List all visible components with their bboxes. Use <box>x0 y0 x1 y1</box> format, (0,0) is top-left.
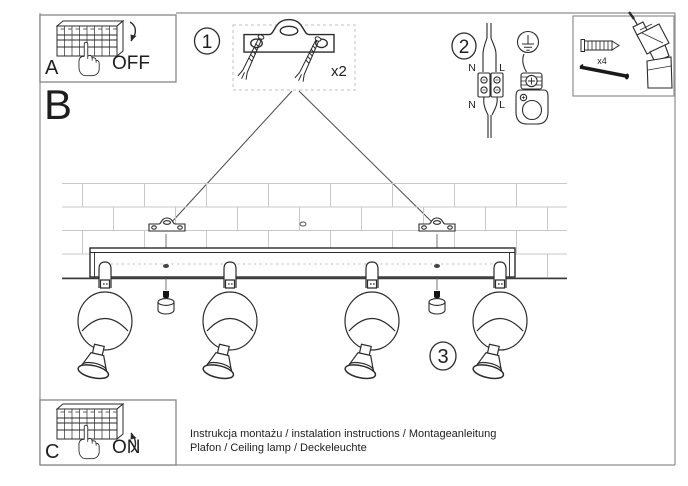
bracket-quantity: x2 <box>331 63 347 80</box>
step-2-number: 2 <box>458 37 470 58</box>
section-c-label: C <box>45 441 60 463</box>
section-b-label: B <box>44 81 73 128</box>
panel-power-off <box>40 15 176 82</box>
lamp-mount <box>494 262 506 288</box>
ground-wire-illustration <box>516 32 548 125</box>
spot-lamps <box>77 262 527 381</box>
tools-box <box>573 12 674 96</box>
wall-plug-icon <box>581 40 619 52</box>
lamp-mount <box>366 262 378 288</box>
footer-product: Plafon / Ceiling lamp / Deckeleuchte <box>190 442 367 454</box>
hardware-quantity: x4 <box>597 56 607 66</box>
lamp-mount <box>99 262 111 288</box>
hanging-bolt-right <box>429 291 445 314</box>
step-3-number: 3 <box>437 346 449 368</box>
spot-lamp-1 <box>77 292 132 381</box>
wire-n-top: N <box>468 62 476 74</box>
footer-instructions: Instrukcja montażu / instalation instructions / Montageanleitung <box>190 428 497 440</box>
hanging-bolt-left <box>158 291 174 314</box>
wire-l-bottom: L <box>499 99 505 111</box>
section-a-label: A <box>45 57 59 79</box>
step-1-number: 1 <box>201 32 213 53</box>
spot-lamp-4 <box>472 292 527 381</box>
wire-l-top: L <box>499 62 505 74</box>
wall-hole <box>300 222 306 226</box>
rail-hole-right <box>434 264 440 268</box>
panel-power-on <box>40 400 176 465</box>
spot-lamp-3 <box>344 292 399 381</box>
spot-lamp-2 <box>202 292 257 381</box>
footer <box>190 428 496 454</box>
wiring-illustration <box>478 23 503 138</box>
rail-hole-left <box>163 264 169 268</box>
switch-off-label: OFF <box>112 53 150 74</box>
step-2 <box>452 23 548 138</box>
step-3 <box>430 342 456 370</box>
bracket-illustration <box>244 20 334 53</box>
switch-on-label: ON <box>112 437 141 458</box>
lamp-mount <box>224 262 236 288</box>
wire-n-bottom: N <box>468 99 476 111</box>
